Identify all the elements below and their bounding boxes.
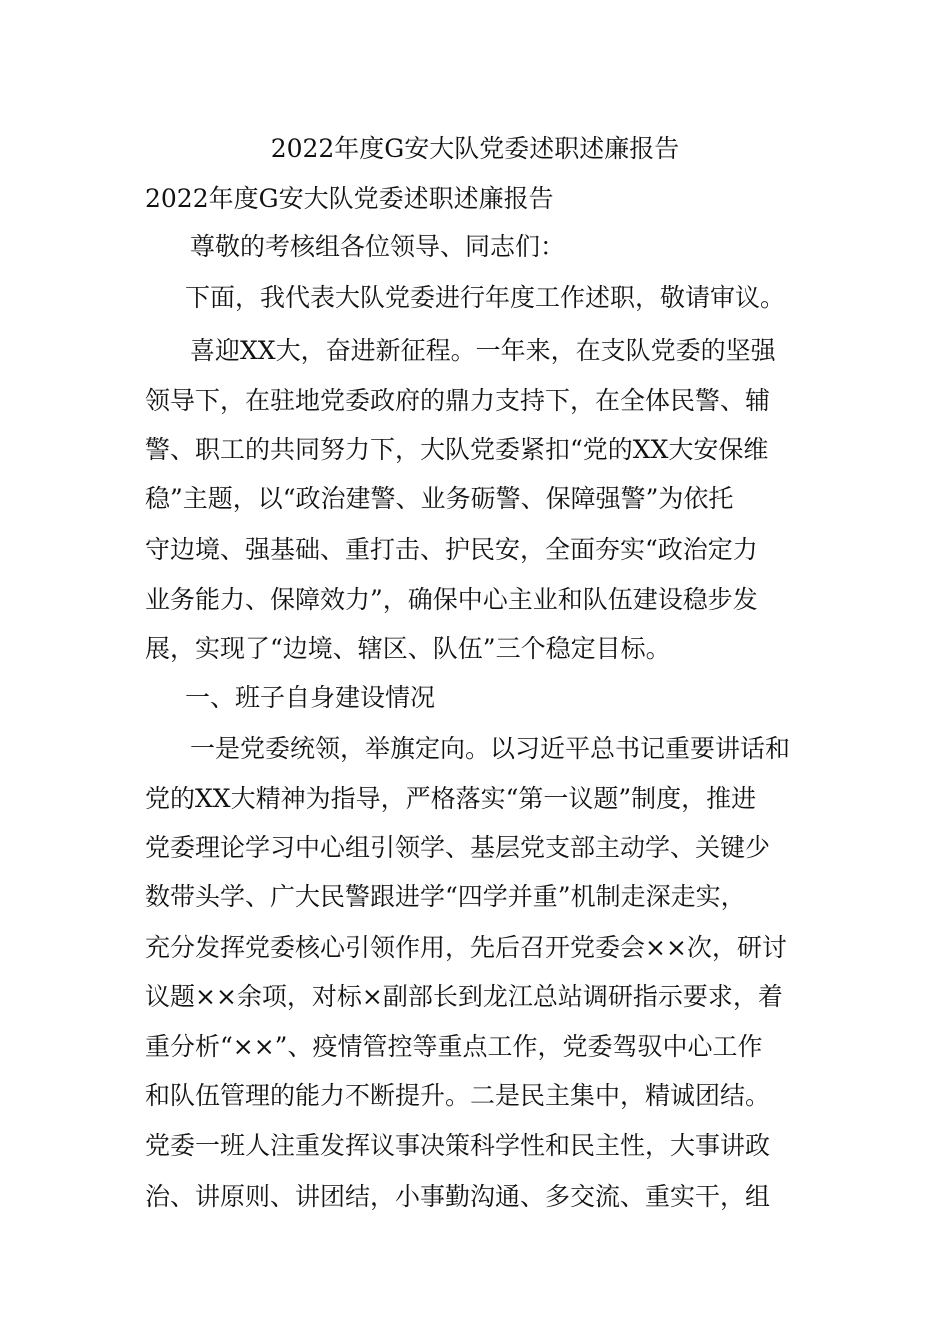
paragraph-line: 重分析“××”、疫情管控等重点工作，党委驾驭中心工作 bbox=[145, 1032, 763, 1061]
paragraph-line: 一是党委统领，举旗定向。以习近平总书记重要讲话和 bbox=[190, 734, 791, 763]
paragraph-line: 展，实现了“边境、辖区、队伍”三个稳定目标。 bbox=[145, 634, 671, 663]
paragraph-line: 领导下，在驻地党委政府的鼎力支持下，在全体民警、辅 bbox=[145, 386, 771, 415]
section-heading: 一、班子自身建设情况 bbox=[185, 683, 436, 712]
paragraph-line: 党委理论学习中心组引领学、基层党支部主动学、关键少 bbox=[145, 833, 771, 862]
paragraph-line: 议题××余项，对标×副部长到龙江总站调研指示要求，着 bbox=[145, 982, 783, 1011]
paragraph-line: 业务能力、保障效力”，确保中心主业和队伍建设稳步发 bbox=[145, 585, 758, 614]
paragraph-line: 喜迎XX大，奋进新征程。一年来，在支队党委的坚强 bbox=[190, 336, 776, 365]
paragraph-line: 和队伍管理的能力不断提升。二是民主集中，精诚团结。 bbox=[145, 1081, 771, 1110]
paragraph-line: 治、讲原则、讲团结，小事勤沟通、多交流、重实干，组 bbox=[145, 1182, 771, 1211]
paragraph-line: 下面，我代表大队党委进行年度工作述职，敬请审议。 bbox=[185, 283, 786, 312]
paragraph-line: 数带头学、广大民警跟进学“四学并重”机制走深走实， bbox=[145, 882, 746, 911]
paragraph-line: 党委一班人注重发挥议事决策科学性和民主性，大事讲政 bbox=[145, 1131, 771, 1160]
paragraph-line: 守边境、强基础、重打击、护民安，全面夯实“政治定力 bbox=[145, 535, 758, 564]
paragraph-line: 党的XX大精神为指导，严格落实“第一议题”制度，推进 bbox=[145, 784, 757, 813]
paragraph-line: 警、职工的共同努力下，大队党委紧扣“党的XX大安保维 bbox=[145, 435, 769, 464]
salutation-line: 尊敬的考核组各位领导、同志们： bbox=[190, 232, 566, 261]
paragraph-line: 充分发挥党委核心引领作用，先后召开党委会××次，研讨 bbox=[145, 933, 787, 962]
document-subtitle: 2022年度G安大队党委述职述廉报告 bbox=[145, 184, 554, 213]
document-title: 2022年度G安大队党委述职述廉报告 bbox=[270, 134, 680, 163]
paragraph-line: 稳”主题，以“政治建警、业务砺警、保障强警”为依托 bbox=[145, 484, 734, 513]
